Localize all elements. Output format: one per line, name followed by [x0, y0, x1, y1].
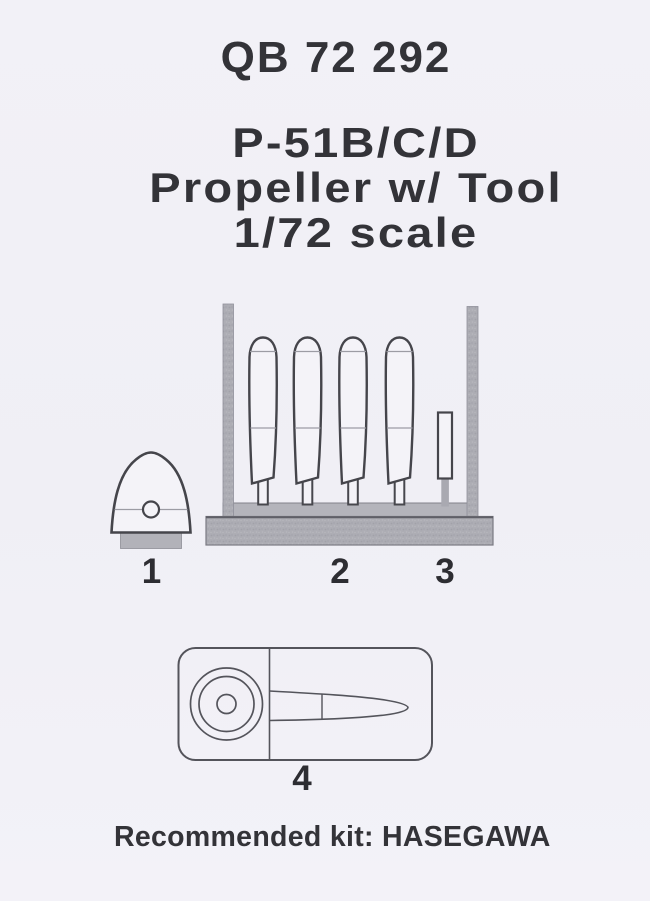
part3-blank: [438, 413, 452, 479]
left-runner-post: [223, 304, 234, 518]
product-code: QB 72 292: [220, 33, 452, 82]
product-title-line-2: Propeller w/ Tool: [149, 164, 563, 211]
right-runner-post: [467, 307, 478, 519]
product-title-line-3: 1/72 scale: [233, 209, 479, 256]
casting-base-block: [206, 517, 493, 546]
spinner-casting-stub: [121, 533, 182, 549]
recommended-kit-text: Recommended kit: HASEGAWA: [114, 821, 551, 853]
spinner-shaft-hole: [143, 502, 159, 518]
propeller-blade-2: [294, 338, 321, 484]
part-label-2: 2: [330, 552, 350, 591]
spinner-drawing: [112, 453, 191, 533]
casting-block-group: [206, 304, 493, 545]
propeller-blade-3: [339, 338, 366, 484]
part-label-3: 3: [435, 552, 455, 591]
tool-group: [179, 648, 433, 760]
part-label-4: 4: [292, 759, 312, 798]
product-title-line-1: P-51B/C/D: [232, 119, 480, 166]
part3-stem: [441, 477, 449, 507]
spinner-group: [112, 453, 191, 549]
propeller-blade-4: [386, 338, 413, 484]
tool-center-hole: [217, 695, 236, 714]
tool-blade-recess: [270, 691, 409, 721]
propeller-blade-1: [249, 338, 276, 484]
tool-spinner-recess-inner: [199, 677, 254, 732]
part-label-1: 1: [141, 552, 162, 591]
tool-spinner-recess-outer: [191, 668, 263, 740]
